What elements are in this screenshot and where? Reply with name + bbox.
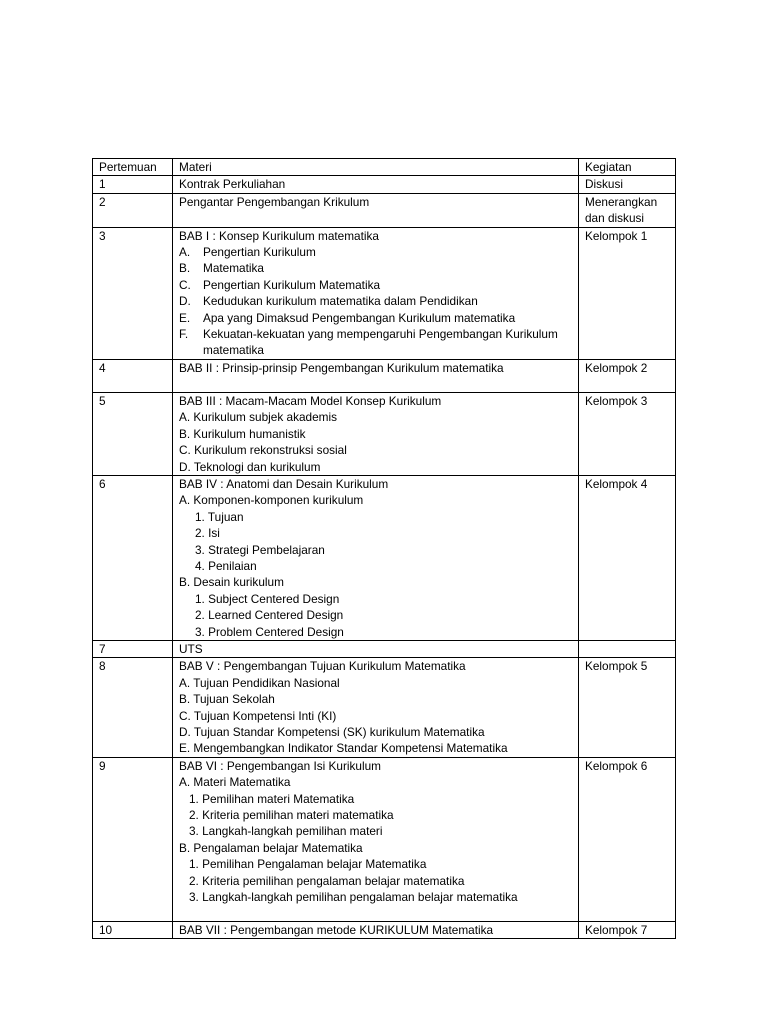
list-item: A. Kurikulum subjek akademis xyxy=(179,410,338,425)
material-cell xyxy=(173,176,579,193)
table-row xyxy=(93,757,676,921)
material-cell xyxy=(173,359,579,392)
list-item: E. Mengembangkan Indikator Standar Kompetensi Matematika xyxy=(179,741,508,756)
list-letter: E. xyxy=(179,310,191,325)
list-text: Pengertian Kurikulum xyxy=(203,245,316,260)
list-text: Matematika xyxy=(203,261,264,276)
activity-cell xyxy=(579,640,676,657)
activity-cell: Kelompok 6 xyxy=(579,757,676,921)
meeting-number: 3 xyxy=(93,227,173,359)
material-title: BAB VI : Pengembangan Isi Kurikulum xyxy=(179,758,381,773)
list-text: Pengertian Kurikulum Matematika xyxy=(203,277,381,292)
list-letter: D. xyxy=(179,294,191,309)
list-item: B. Pengalaman belajar Matematika xyxy=(179,840,363,855)
material-cell xyxy=(173,227,579,359)
meeting-number: 2 xyxy=(93,193,173,227)
list-item: C. Tujuan Kompetensi Inti (KI) xyxy=(179,708,337,723)
list-text: Kekuatan-kekuatan yang mempengaruhi Pengembangan Kurikulum matematika xyxy=(203,327,558,358)
activity-cell: Kelompok 2 xyxy=(579,359,676,392)
list-letter: B. xyxy=(179,261,191,276)
activity-cell: Kelompok 1 xyxy=(579,227,676,359)
meeting-number: 7 xyxy=(93,640,173,657)
material-title: Kontrak Perkuliahan xyxy=(179,177,286,192)
table-row xyxy=(93,475,676,640)
list-item: A. Materi Matematika xyxy=(179,775,291,790)
table-row xyxy=(93,392,676,475)
sub-item: 1. Tujuan xyxy=(195,509,244,524)
list-item xyxy=(179,326,574,359)
material-cell xyxy=(173,475,579,640)
list-item: D. Teknologi dan kurikulum xyxy=(179,459,321,474)
header-row xyxy=(93,159,676,176)
list-item xyxy=(179,260,574,276)
sub-item: 2. Learned Centered Design xyxy=(195,608,344,623)
material-title: BAB I : Konsep Kurikulum matematika xyxy=(179,228,379,243)
sub-item: 3. Problem Centered Design xyxy=(195,624,344,639)
sub-item: 4. Penilaian xyxy=(195,558,257,573)
material-cell xyxy=(173,392,579,475)
list-item xyxy=(179,310,574,326)
activity-cell: Kelompok 5 xyxy=(579,658,676,757)
activity-cell xyxy=(579,193,676,227)
list-letter: C. xyxy=(179,277,191,292)
material-title: UTS xyxy=(179,641,203,656)
meeting-number: 8 xyxy=(93,658,173,757)
list-item: B. Kurikulum humanistik xyxy=(179,426,306,441)
material-title: BAB IV : Anatomi dan Desain Kurikulum xyxy=(179,476,389,491)
meeting-number: 5 xyxy=(93,392,173,475)
meeting-number: 10 xyxy=(93,921,173,938)
table-row xyxy=(93,658,676,757)
activity-cell: Diskusi xyxy=(579,176,676,193)
activity-cell: Kelompok 3 xyxy=(579,392,676,475)
activity-cell: Kelompok 4 xyxy=(579,475,676,640)
meeting-number: 1 xyxy=(93,176,173,193)
meeting-number: 9 xyxy=(93,757,173,921)
material-cell xyxy=(173,658,579,757)
schedule-table xyxy=(92,158,676,939)
sub-item: 2. Kriteria pemilihan pengalaman belajar matematika xyxy=(189,873,465,888)
table-row xyxy=(93,227,676,359)
list-text: Kedudukan kurikulum matematika dalam Pendidikan xyxy=(203,294,478,309)
list-item xyxy=(179,277,574,293)
sub-item: 3. Strategi Pembelajaran xyxy=(195,542,325,557)
material-cell xyxy=(173,921,579,938)
list-item: B. Tujuan Sekolah xyxy=(179,692,275,707)
header-materi: Materi xyxy=(173,159,579,176)
sub-item: 3. Langkah-langkah pemilihan materi xyxy=(189,824,383,839)
header-pertemuan: Pertemuan xyxy=(93,159,173,176)
activity-cell: Kelompok 7 xyxy=(579,921,676,938)
activity-text: Menerangkan dan diskusi xyxy=(585,194,658,226)
sub-item: 2. Isi xyxy=(195,526,220,541)
header-kegiatan: Kegiatan xyxy=(579,159,676,176)
table-row xyxy=(93,640,676,657)
list-item: B. Desain kurikulum xyxy=(179,575,284,590)
sub-item: 2. Kriteria pemilihan materi matematika xyxy=(189,808,394,823)
sub-item: 1. Pemilihan materi Matematika xyxy=(189,791,355,806)
list-item: D. Tujuan Standar Kompetensi (SK) kurikulum Matematika xyxy=(179,725,485,739)
table-row xyxy=(93,193,676,227)
list-text: Apa yang Dimaksud Pengembangan Kurikulum matematika xyxy=(203,310,516,325)
table-row xyxy=(93,176,676,193)
sub-item: 1. Subject Centered Design xyxy=(195,591,340,606)
material-title: BAB V : Pengembangan Tujuan Kurikulum Matematika xyxy=(179,659,466,674)
sub-item: 1. Pemilihan Pengalaman belajar Matematika xyxy=(189,857,427,872)
material-title: BAB VII : Pengembangan metode KURIKULUM Matematika xyxy=(179,922,494,937)
material-title: BAB III : Macam-Macam Model Konsep Kurikulum xyxy=(179,393,442,408)
material-title: BAB II : Prinsip-prinsip Pengembangan Kurikulum matematika xyxy=(179,360,504,375)
meeting-number: 4 xyxy=(93,359,173,392)
material-cell xyxy=(173,640,579,657)
sub-item: 3. Langkah-langkah pemilihan pengalaman belajar matematika xyxy=(189,890,518,905)
list-letter: A. xyxy=(179,245,191,260)
table-row xyxy=(93,921,676,938)
meeting-number: 6 xyxy=(93,475,173,640)
material-cell xyxy=(173,193,579,227)
list-item: A. Komponen-komponen kurikulum xyxy=(179,493,364,508)
list-item xyxy=(179,244,574,260)
list-item: C. Kurikulum rekonstruksi sosial xyxy=(179,443,347,458)
material-title: Pengantar Pengembangan Krikulum xyxy=(179,194,370,209)
list-item: A. Tujuan Pendidikan Nasional xyxy=(179,675,340,690)
material-cell xyxy=(173,757,579,921)
list-item xyxy=(179,293,574,309)
table-row xyxy=(93,359,676,392)
list-letter: F. xyxy=(179,327,189,342)
